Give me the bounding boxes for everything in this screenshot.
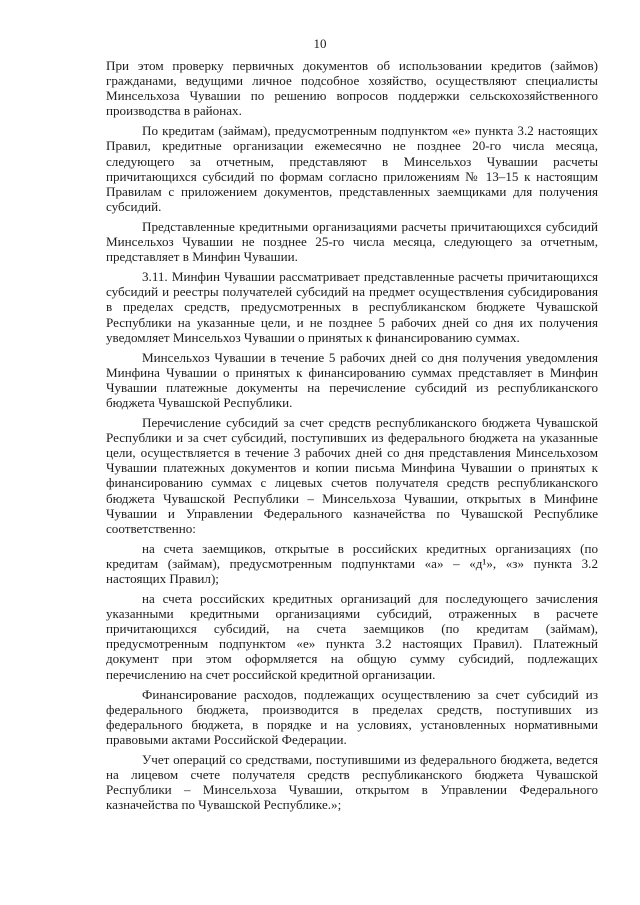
- paragraph: на счета российских кредитных организаций для последующего зачисления указанными кредитными организациями субсидий, отраженных в расчете причитающихся субсидий, на счета заемщиков (по кредитам (займам), предусмотренным подпунктом «е» пункта 3.2 настоящих Правил). Платежный документ при этом оформляется на общую сумму субсидий, подлежащих перечислению на счет российской кредитной организации.: [106, 591, 598, 682]
- paragraph: на счета заемщиков, открытые в российских кредитных организациях (по кредитам (займам), предусмотренным подпунктами «а» – «д¹», «з» пункта 3.2 настоящих Правил);: [106, 540, 598, 586]
- paragraph: Перечисление субсидий за счет средств республиканского бюджета Чувашской Республики и за счет субсидий, поступивших из федерального бюджета на указанные цели, осуществляется в течение 3 рабочих дней со дня представления Минсельхозом Чувашии платежных документов и копии письма Минфина Чувашии о принятых к финансированию суммах с лицевых счетов получателя средств республиканского бюджета Чувашской Республики – Минсельхоза Чувашии, открытых в Минфине Чувашии и Управлении Федерального казначейства по Чувашской Республике соответственно:: [106, 415, 598, 536]
- paragraph: По кредитам (займам), предусмотренным подпунктом «е» пункта 3.2 настоящих Правил, кредитные организации ежемесячно не позднее 20-го числа месяца, следующего за отчетным, представляют в Минсельхоз Чувашии расчеты причитающихся субсидий по формам согласно приложениям № 13–15 к настоящим Правилам с приложением документов, представленных заемщиками для получения субсидий.: [106, 123, 598, 214]
- document-body: [106, 58, 598, 817]
- paragraph: Представленные кредитными организациями расчеты причитающихся субсидий Минсельхоз Чувашии не позднее 25-го числа месяца, следующего за отчетным, представляет в Минфин Чувашии.: [106, 218, 598, 265]
- paragraph: 3.11. Минфин Чувашии рассматривает представленные расчеты причитающихся субсидий и реестры получателей субсидий на предмет осуществления субсидирования в пределах средств, предусмотренных в республиканском бюджете Чувашской Республики на указанные цели, и не позднее 5 рабочих дней со дня их получения уведомляет Минсельхоз Чувашии о принятых к финансированию суммах.: [106, 269, 598, 345]
- page-number: 10: [313, 36, 327, 51]
- paragraph: При этом проверку первичных документов об использовании кредитов (займов) гражданами, ведущими личное подсобное хозяйство, осуществляют специалисты Минсельхоза Чувашии по решению вопросов поддержки сельскохозяйственного производства в районах.: [106, 58, 598, 119]
- paragraph: Минсельхоз Чувашии в течение 5 рабочих дней со дня получения уведомления Минфина Чувашии о принятых к финансированию суммах представляет в Минфин Чувашии платежные документы на перечисление субсидий из республиканского бюджета Чувашской Республики.: [106, 349, 598, 410]
- paragraph: Финансирование расходов, подлежащих осуществлению за счет субсидий из федерального бюджета, производится в пределах средств, поступивших из федерального бюджета, в порядке и на условиях, установленных нормативными правовыми актами Российской Федерации.: [106, 686, 598, 747]
- paragraph: Учет операций со средствами, поступившими из федерального бюджета, ведется на лицевом счете получателя средств республиканского бюджета Чувашской Республики – Минсельхоза Чувашии, открытом в Управлении Федерального казначейства по Чувашской Республике.»;: [106, 752, 598, 813]
